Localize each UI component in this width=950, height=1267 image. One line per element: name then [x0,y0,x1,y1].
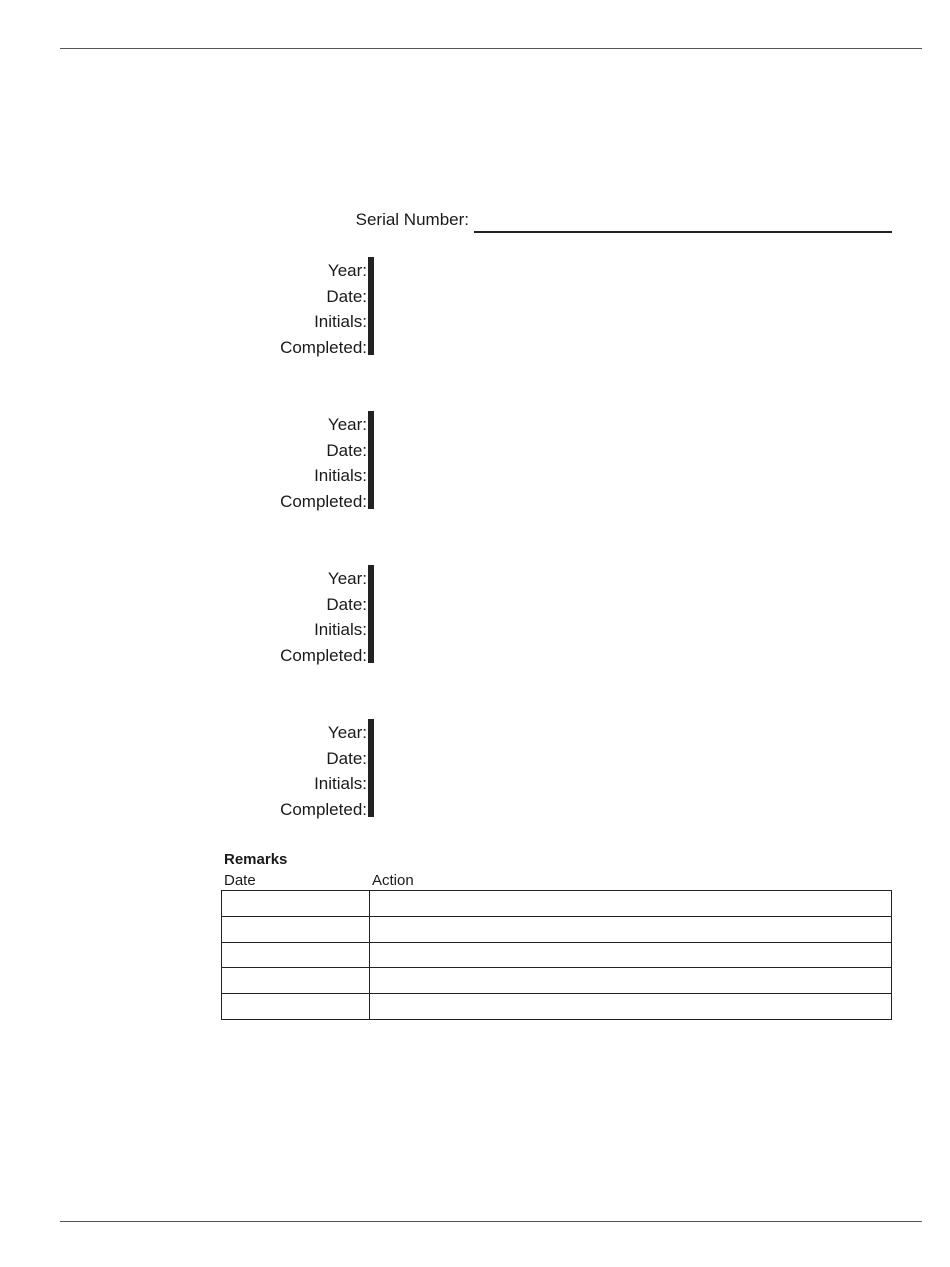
remarks-grid [221,890,892,1020]
year-row [369,258,374,282]
completed-label: Completed: [280,800,367,820]
log-grid [368,719,374,817]
remarks-row [222,891,892,917]
year-cell[interactable] [373,258,374,282]
remarks-action-header: Action [372,872,414,889]
remarks-title: Remarks [224,851,288,868]
completed-label: Completed: [280,646,367,666]
remarks-row [222,994,892,1020]
initials-label: Initials: [314,466,367,486]
completed-row [369,484,374,508]
remarks-date-cell[interactable] [222,916,370,942]
log-labels [240,719,367,822]
date-label: Date: [326,748,367,768]
remarks-action-cell[interactable] [369,916,891,942]
remarks-date-header: Date [224,872,256,889]
completed-cell[interactable] [373,638,374,662]
initials-cell[interactable] [373,306,374,330]
top-rule [60,48,922,49]
date-label: Date: [326,440,367,460]
log-labels [240,257,367,360]
remarks-date-cell[interactable] [222,994,370,1020]
remarks-action-cell[interactable] [369,968,891,994]
initials-cell[interactable] [373,768,374,792]
log-grid [368,257,374,355]
date-cell[interactable] [373,590,374,614]
initials-row [369,306,374,330]
date-cell[interactable] [373,282,374,306]
remarks-action-cell[interactable] [369,891,891,917]
initials-label: Initials: [314,312,367,332]
date-row [369,436,374,460]
remarks-row [222,942,892,968]
year-cell[interactable] [373,720,374,744]
completed-label: Completed: [280,492,367,512]
log-grid [368,565,374,663]
initials-row [369,768,374,792]
serial-number-field [330,210,892,234]
serial-number-label: Serial Number: [355,210,469,229]
bottom-rule [60,1221,922,1222]
initials-label: Initials: [314,620,367,640]
completed-row [369,638,374,662]
remarks-date-cell[interactable] [222,968,370,994]
initials-cell[interactable] [373,614,374,638]
initials-row [369,614,374,638]
date-label: Date: [326,286,367,306]
remarks-row [222,916,892,942]
completed-cell[interactable] [373,330,374,354]
year-label: Year: [327,415,367,434]
remarks-date-cell[interactable] [222,942,370,968]
date-row [369,744,374,768]
completed-cell[interactable] [373,484,374,508]
year-label: Year: [327,261,367,280]
year-label: Year: [327,569,367,588]
initials-cell[interactable] [373,460,374,484]
date-cell[interactable] [373,436,374,460]
year-cell[interactable] [373,566,374,590]
year-row [369,566,374,590]
log-labels [240,565,367,668]
date-label: Date: [326,594,367,614]
completed-cell[interactable] [373,792,374,816]
remarks-row [222,968,892,994]
serial-number-line[interactable] [474,231,892,233]
date-cell[interactable] [373,744,374,768]
year-cell[interactable] [373,412,374,436]
date-row [369,590,374,614]
completed-label: Completed: [280,338,367,358]
log-grid [368,411,374,509]
remarks-date-cell[interactable] [222,891,370,917]
remarks-action-cell[interactable] [369,942,891,968]
initials-row [369,460,374,484]
remarks-action-cell[interactable] [369,994,891,1020]
year-label: Year: [327,723,367,742]
completed-row [369,330,374,354]
year-row [369,720,374,744]
completed-row [369,792,374,816]
year-row [369,412,374,436]
initials-label: Initials: [314,774,367,794]
log-labels [240,411,367,514]
date-row [369,282,374,306]
